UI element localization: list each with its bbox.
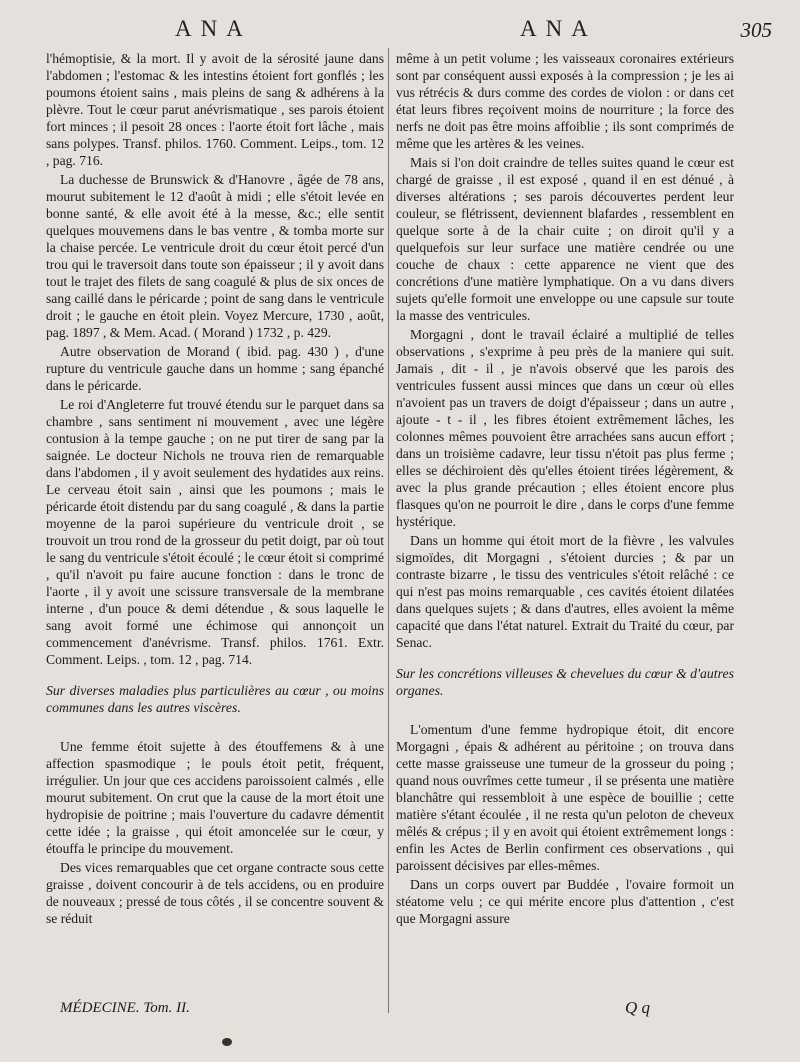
paragraph: Dans un homme qui étoit mort de la fièvre , les valvules sigmoïdes, dit Morgagni , s'étoient durcies ; & par un contraste bizarre , le tissu des ventricules s'étoit relâché : ce qui n'est pas moins remarquable , ces cavités étoient dilatées dans quelques sujets ; & dans d'autres, elles avoient la même capacité que dans l'état naturel. Extrait du Traité du cœur, par Senac. [396,533,734,650]
running-head-right: ANA [520,16,597,41]
running-head-left: ANA [175,16,252,41]
footer-volume: MÉDECINE. Tom. II. [60,1000,190,1016]
signature-mark: Q q [625,998,651,1017]
paragraph: Le roi d'Angleterre fut trouvé étendu sur le parquet dans sa chambre , sans sentiment ni mouvement , avec une légère contusion à la tempe gauche ; on ne put tirer de sang par la saignée. Le docteur Nichols ne trouva rien de remarquable dans l'abdomen , il y avoit seulement des hydatides aux reins. Le cerveau étoit sain , ainsi que les poumons ; mais le péricarde étoit distendu par du sang coagulé , & dans la partie moyenne de la paroi supérieure du ventricule droit , se trouvoit un trou rond de la grosseur du petit doigt, par où tout le sang du ventricule s'étoit écoulé ; le cœur étoit si comprimé , qu'il n'avoit pu faire aucune fonction : dans le tronc de l'aorte , il y avoit une scissure transversale de la membrane interne , d'un pouce & demi détendue , & sous laquelle le sang avoit formé une échimose qui annonçoit un commencement d'anévrisme. Transf. philos. 1761. Extr. Comment. Leips. , tom. 12 , pag. 714. [46,397,384,667]
right-column [396,50,734,929]
paragraph: Des vices remarquables que cet organe contracte sous cette graisse , doivent concourir à de tels accidens, ou en produire de nouveaux ; pressé de tous côtés , il se concentre souvent & se réduit [46,860,384,926]
left-column [46,50,384,929]
paragraph: L'omentum d'une femme hydropique étoit, dit encore Morgagni , épais & adhérent au péritoine ; on trouva dans cette masse graisseuse une tumeur de la grosseur du poing ; quand nous ouvrîmes cette tumeur , il se présenta une matière blanchâtre qui ressembloit à une espèce de bouillie ; cette matière s'étant écoulée , il ne resta qu'un peloton de cheveux mêlés & crépus ; il y en avoit qui étoient extrêmement longs : enfin les Actes de Berlin confirment ces observations , qui paroissent décisives par elles-mêmes. [396,722,734,873]
column-divider [388,48,389,1013]
page-number: 305 [740,18,772,42]
ink-spot [222,1038,232,1046]
paragraph: Autre observation de Morand ( ibid. pag. 430 ) , d'une rupture du ventricule gauche dans un homme ; sang épanché dans le péricarde. [46,344,384,393]
section-heading: Sur diverses maladies plus particulières au cœur , ou moins communes dans les autres viscères. [46,683,384,715]
paragraph: Morgagni , dont le travail éclairé a multiplié de telles observations , s'exprime à peu près de la maniere qui suit. Jamais , dit - il , je n'avois observé que les parois des ventricules fussent aussi minces que dans un cœur où elles n'avoient pas un travers de doigt d'épaisseur ; dans un autre , ajoute - t - il , les fibres étoient extrêmement lâches, les colonnes mêmes pouvoient être arrachées sans aucun effort ; dans un troisième cadavre, leur tissu n'étoit pas plus ferme ; elles se déchiroient dès qu'elles étoient tirées légèrement, & avec la plus grande précaution ; elles étoient encore plus flasques qu'on ne pourroit le dire , dans le corps d'une femme hystérique. [396,327,734,529]
section-heading: Sur les concrétions villeuses & chevelues du cœur & d'autres organes. [396,666,734,698]
paragraph: La duchesse de Brunswick & d'Hanovre , âgée de 78 ans, mourut subitement le 12 d'août à midi ; elle s'étoit levée en bonne santé, & elle avoit été à la messe, &c.; elle sentit quelques mouvemens dans le bas ventre , & tomba morte sur la chaise percée. Le ventricule droit du cœur étoit percé d'un trou qui le traversoit dans toute son épaisseur ; il y avoit dans tout le trajet des filets de sang coagulé & plus de six onces de sang caillé dans le péricarde ; point de sang dans le ventricule droit ; le gauche en étoit plein. Voyez Mercure, 1730 , août, pag. 1897 , & Mem. Acad. ( Morand ) 1732 , p. 429. [46,172,384,340]
paragraph: Dans un corps ouvert par Buddée , l'ovaire formoit un stéatome velu ; ce qui mérite encore plus d'attention , c'est que Morgagni assure [396,877,734,926]
paragraph: l'hémoptisie, & la mort. Il y avoit de la sérosité jaune dans l'abdomen ; l'estomac & les intestins étoient fort gonflés ; les poumons étoient sains , mais pleins de sang & adhérens à la plèvre. Tout le cœur parut anévrismatique , ses parois étoient fort minces ; il pesoit 28 onces : l'aorte étoit fort lâche , mais sans polypes. Transf. philos. 1760. Comment. Leips., tom. 12 , pag. 716. [46,51,384,168]
paragraph: même à un petit volume ; les vaisseaux coronaires extérieurs sont par conséquent aussi exposés à la compression ; je les ai vus rétrécis & durs comme des cordes de violon : or dans cet état leurs fibres reçoivent moins de nourriture ; la force des nerfs ne doit pas être moins affoiblie ; ils sont comprimés de même que les artères & les veines. [396,51,734,151]
paragraph: Une femme étoit sujette à des étouffemens & à une affection spasmodique ; le pouls étoit petit, fréquent, irrégulier. Un jour que ces accidens paroissoient calmés , elle mourut subitement. On crut que la cause de la mort étoit une hydropisie de poitrine ; mais l'ouverture du cadavre démentit cette idée ; la graisse , qui étoit amoncelée sur le cœur, y étouffa le principe du mouvement. [46,739,384,856]
paragraph: Mais si l'on doit craindre de telles suites quand le cœur est chargé de graisse , il est exposé , quand il en est dénué , à diverses altérations ; ses parois découvertes perdent leur couleur, se flétrissent, deviennent blafardes , ressemblent en quelque sorte à de la chair cuite ; on diroit qu'il y a quelquefois sur leur surface une matière cendrée ou une couche de chaux : cette apparence ne vient que des concrétions d'une matière lymphatique. On a vu dans divers sujets qu'elle formoit une enveloppe ou une capsule sur toute la masse des ventricules. [396,155,734,323]
